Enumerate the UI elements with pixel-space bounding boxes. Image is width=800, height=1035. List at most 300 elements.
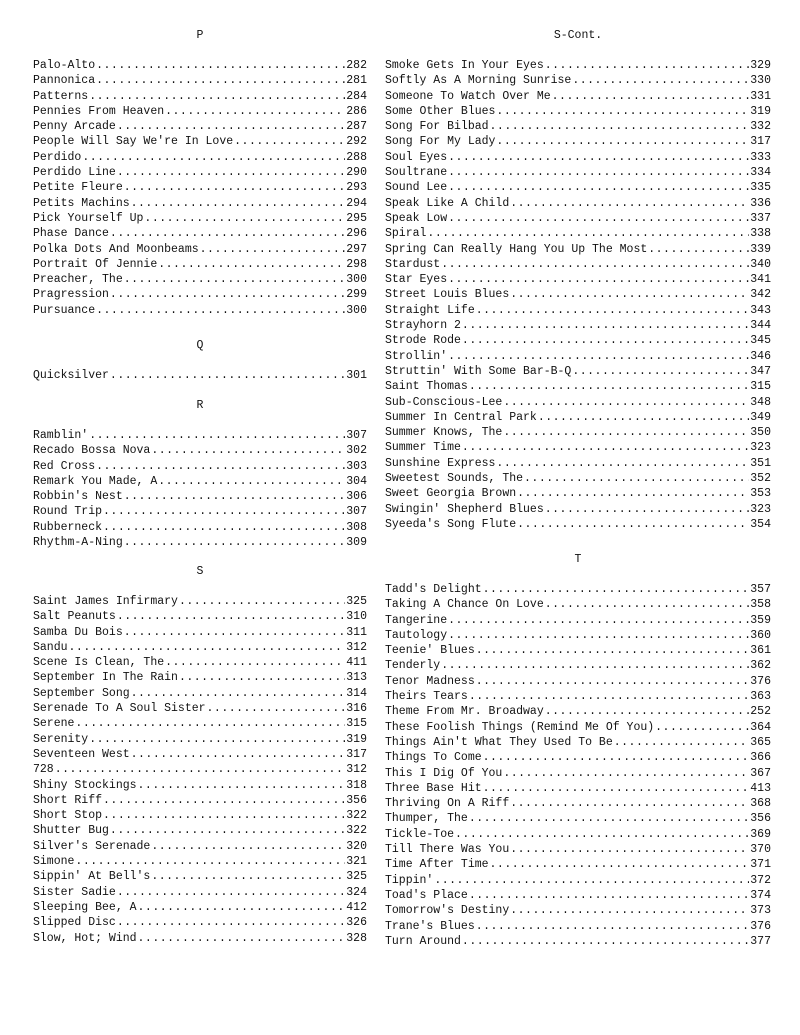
entry-title: Petits Machins bbox=[33, 196, 130, 210]
entry-title: Phase Dance bbox=[33, 227, 109, 241]
entry-title: Spring Can Really Hang You Up The Most bbox=[385, 242, 648, 256]
entry-title: Summer In Central Park bbox=[385, 410, 537, 424]
entry-title: Things To Come bbox=[385, 751, 482, 765]
page-number: 336 bbox=[750, 196, 771, 210]
dot-leader bbox=[483, 582, 750, 597]
dot-leader bbox=[75, 854, 345, 869]
entry-title: Silver's Serenade bbox=[33, 839, 151, 853]
index-entry bbox=[385, 643, 771, 658]
page-number: 311 bbox=[346, 625, 367, 639]
index-entry bbox=[385, 471, 771, 486]
index-entry bbox=[385, 379, 771, 394]
index-entry bbox=[385, 211, 771, 226]
index-entry bbox=[385, 857, 771, 872]
index-entry bbox=[33, 535, 367, 550]
dot-leader bbox=[179, 670, 345, 685]
page-number: 372 bbox=[750, 873, 771, 887]
dot-leader bbox=[103, 808, 345, 823]
dot-leader bbox=[524, 471, 749, 486]
entry-title: Penny Arcade bbox=[33, 120, 116, 134]
index-entry bbox=[33, 640, 367, 655]
entry-title: Softly As A Morning Sunrise bbox=[385, 74, 572, 88]
dot-leader bbox=[648, 242, 749, 257]
entry-title: Spiral bbox=[385, 227, 427, 241]
index-entry bbox=[385, 888, 771, 903]
section-spacer bbox=[33, 44, 367, 58]
page-number: 358 bbox=[750, 598, 771, 612]
dot-leader bbox=[469, 888, 749, 903]
index-entry bbox=[385, 364, 771, 379]
dot-leader bbox=[117, 915, 345, 930]
index-entry bbox=[385, 318, 771, 333]
dot-leader bbox=[124, 625, 346, 640]
index-entry bbox=[385, 58, 771, 73]
dot-leader bbox=[89, 428, 345, 443]
entry-title: Sub-Conscious-Lee bbox=[385, 395, 503, 409]
index-entry bbox=[385, 104, 771, 119]
dot-leader bbox=[448, 613, 749, 628]
dot-leader bbox=[207, 701, 346, 716]
dot-leader bbox=[117, 885, 345, 900]
index-entry bbox=[385, 720, 771, 735]
index-section bbox=[385, 551, 771, 949]
page-number: 299 bbox=[346, 288, 367, 302]
index-entry bbox=[385, 89, 771, 104]
index-entry bbox=[385, 287, 771, 302]
index-entry bbox=[33, 58, 367, 73]
index-entry bbox=[33, 73, 367, 88]
index-entry bbox=[385, 119, 771, 134]
entry-title: Serenity bbox=[33, 732, 89, 746]
entry-title: Time After Time bbox=[385, 858, 489, 872]
page-number: 331 bbox=[750, 89, 771, 103]
entry-title: Tickle-Toe bbox=[385, 827, 455, 841]
dot-leader bbox=[510, 796, 749, 811]
dot-leader bbox=[448, 165, 749, 180]
entry-title: Pick Yourself Up bbox=[33, 211, 144, 225]
index-entry bbox=[33, 762, 367, 777]
page-number: 339 bbox=[750, 242, 771, 256]
index-entry bbox=[33, 226, 367, 241]
dot-leader bbox=[427, 226, 749, 241]
page-number: 350 bbox=[750, 426, 771, 440]
dot-leader bbox=[110, 368, 345, 383]
entry-title: Someone To Watch Over Me bbox=[385, 89, 551, 103]
entry-title: Song For Bilbad bbox=[385, 120, 489, 134]
dot-leader bbox=[469, 811, 749, 826]
entry-title: Sound Lee bbox=[385, 181, 448, 195]
dot-leader bbox=[510, 842, 749, 857]
entry-title: Strollin' bbox=[385, 349, 448, 363]
dot-leader bbox=[462, 333, 749, 348]
dot-leader bbox=[117, 119, 345, 134]
entry-title: Soultrane bbox=[385, 166, 448, 180]
page-number: 302 bbox=[346, 444, 367, 458]
index-entry bbox=[385, 73, 771, 88]
page-number: 359 bbox=[750, 613, 771, 627]
index-entry bbox=[33, 504, 367, 519]
page-number: 369 bbox=[750, 827, 771, 841]
entry-title: Serenade To A Soul Sister bbox=[33, 702, 206, 716]
page-number: 329 bbox=[750, 59, 771, 72]
dot-leader bbox=[124, 489, 346, 504]
page-number: 319 bbox=[750, 104, 771, 118]
page-number: 370 bbox=[750, 843, 771, 857]
entry-title: Speak Low bbox=[385, 211, 448, 225]
entry-title: Simone bbox=[33, 855, 75, 869]
dot-leader bbox=[131, 686, 346, 701]
index-entry bbox=[33, 428, 367, 443]
page-number: 296 bbox=[346, 227, 367, 241]
dot-leader bbox=[89, 89, 345, 104]
dot-leader bbox=[545, 502, 750, 517]
entry-title: Some Other Blues bbox=[385, 104, 496, 118]
page-number: 344 bbox=[750, 319, 771, 333]
index-entry bbox=[385, 919, 771, 934]
index-entry bbox=[33, 287, 367, 302]
index-entry bbox=[385, 582, 771, 597]
entry-title: Scene Is Clean, The bbox=[33, 656, 165, 670]
dot-leader bbox=[503, 766, 749, 781]
page-number: 353 bbox=[750, 487, 771, 501]
dot-leader bbox=[490, 119, 750, 134]
page-number: 367 bbox=[750, 766, 771, 780]
section-spacer bbox=[33, 414, 367, 428]
entry-title: Star Eyes bbox=[385, 273, 448, 287]
page-number: 321 bbox=[346, 855, 367, 869]
dot-leader bbox=[545, 704, 750, 719]
page-number: 304 bbox=[346, 474, 367, 488]
page-number: 373 bbox=[750, 904, 771, 918]
index-entry bbox=[33, 732, 367, 747]
dot-leader bbox=[572, 364, 749, 379]
entry-title: Trane's Blues bbox=[385, 919, 475, 933]
dot-leader bbox=[158, 474, 345, 489]
entry-title: Swingin' Shepherd Blues bbox=[385, 502, 544, 516]
index-entry bbox=[33, 701, 367, 716]
section-heading: S bbox=[196, 565, 204, 578]
page-number: 376 bbox=[750, 919, 771, 933]
page-number: 284 bbox=[346, 89, 367, 103]
index-entry bbox=[33, 368, 367, 383]
entry-title: Polka Dots And Moonbeams bbox=[33, 242, 199, 256]
entry-title: Palo-Alto bbox=[33, 59, 96, 72]
entry-title: Sunshine Express bbox=[385, 456, 496, 470]
page-number: 252 bbox=[750, 705, 771, 719]
index-entry bbox=[385, 180, 771, 195]
entry-title: Rhythm-A-Ning bbox=[33, 536, 123, 550]
index-entry bbox=[33, 89, 367, 104]
page-number: 287 bbox=[346, 120, 367, 134]
dot-leader bbox=[110, 287, 345, 302]
page-number: 303 bbox=[346, 459, 367, 473]
index-entry bbox=[33, 180, 367, 195]
index-entry bbox=[33, 869, 367, 884]
section-heading: P bbox=[196, 29, 204, 42]
entry-title: Sweetest Sounds, The bbox=[385, 472, 524, 486]
index-entry bbox=[33, 885, 367, 900]
entry-title: Saint James Infirmary bbox=[33, 595, 178, 608]
page-number: 376 bbox=[750, 674, 771, 688]
entry-title: These Foolish Things (Remind Me Of You) bbox=[385, 720, 655, 734]
section-heading: Q bbox=[196, 339, 204, 352]
dot-leader bbox=[165, 104, 345, 119]
page-number: 293 bbox=[346, 181, 367, 195]
dot-leader bbox=[503, 425, 749, 440]
page-number: 346 bbox=[750, 349, 771, 363]
index-entry bbox=[385, 597, 771, 612]
entry-title: Toad's Place bbox=[385, 888, 468, 902]
dot-leader bbox=[476, 643, 750, 658]
entry-title: Tenderly bbox=[385, 659, 441, 673]
entry-title: Quicksilver bbox=[33, 369, 109, 382]
dot-leader bbox=[434, 873, 749, 888]
entry-title: Summer Knows, The bbox=[385, 426, 503, 440]
index-entry bbox=[385, 410, 771, 425]
page-number: 298 bbox=[346, 257, 367, 271]
dot-leader bbox=[103, 504, 345, 519]
index-entry bbox=[385, 781, 771, 796]
entry-title: Sandu bbox=[33, 640, 68, 654]
dot-leader bbox=[510, 287, 749, 302]
index-entry bbox=[385, 425, 771, 440]
index-entry bbox=[33, 489, 367, 504]
dot-leader bbox=[503, 395, 749, 410]
entry-title: Samba Du Bois bbox=[33, 625, 123, 639]
entry-title: Straight Life bbox=[385, 303, 475, 317]
index-entry bbox=[385, 873, 771, 888]
page-number: 352 bbox=[750, 472, 771, 486]
page-number: 354 bbox=[750, 517, 771, 531]
index-entry bbox=[33, 272, 367, 287]
entry-title: Slow, Hot; Wind bbox=[33, 931, 137, 945]
dot-leader bbox=[69, 640, 346, 655]
entry-title: Tenor Madness bbox=[385, 674, 475, 688]
index-entry bbox=[33, 165, 367, 180]
dot-leader bbox=[138, 900, 346, 915]
index-entry bbox=[33, 459, 367, 474]
dot-leader bbox=[138, 931, 346, 946]
page-number: 315 bbox=[750, 380, 771, 394]
dot-leader bbox=[469, 379, 749, 394]
dot-leader bbox=[96, 58, 345, 73]
dot-leader bbox=[110, 226, 345, 241]
page-number: 325 bbox=[346, 595, 367, 608]
index-entry bbox=[385, 502, 771, 517]
index-entry bbox=[385, 658, 771, 673]
index-entry bbox=[385, 196, 771, 211]
entry-title: Pursuance bbox=[33, 303, 96, 317]
entry-title: Soul Eyes bbox=[385, 150, 448, 164]
dot-leader bbox=[655, 720, 749, 735]
index-entry bbox=[385, 704, 771, 719]
index-section bbox=[385, 27, 771, 532]
page-number: 371 bbox=[750, 858, 771, 872]
index-entry bbox=[33, 150, 367, 165]
page-number: 365 bbox=[750, 735, 771, 749]
entry-title: September Song bbox=[33, 686, 130, 700]
page-number: 356 bbox=[346, 793, 367, 807]
index-entry bbox=[33, 257, 367, 272]
index-entry bbox=[385, 440, 771, 455]
page-number: 347 bbox=[750, 364, 771, 378]
page-number: 292 bbox=[346, 135, 367, 149]
entry-title: Tadd's Delight bbox=[385, 583, 482, 596]
dot-leader bbox=[476, 919, 750, 934]
dot-leader bbox=[483, 781, 750, 796]
page-number: 366 bbox=[750, 751, 771, 765]
entry-title: Portrait Of Jennie bbox=[33, 257, 158, 271]
dot-leader bbox=[476, 303, 750, 318]
index-entry bbox=[33, 242, 367, 257]
section-spacer bbox=[385, 44, 771, 58]
index-entry bbox=[33, 655, 367, 670]
dot-leader bbox=[179, 594, 345, 609]
page-number: 323 bbox=[750, 441, 771, 455]
index-entry bbox=[385, 628, 771, 643]
index-entry bbox=[33, 747, 367, 762]
dot-leader bbox=[441, 658, 749, 673]
dot-leader bbox=[55, 762, 346, 777]
dot-leader bbox=[82, 150, 345, 165]
entry-title: Shutter Bug bbox=[33, 824, 109, 838]
page-number: 310 bbox=[346, 610, 367, 624]
entry-title: Perdido Line bbox=[33, 166, 116, 180]
index-entry bbox=[33, 520, 367, 535]
dot-leader bbox=[538, 410, 749, 425]
index-entry bbox=[385, 689, 771, 704]
index-entry bbox=[385, 735, 771, 750]
dot-leader bbox=[200, 242, 346, 257]
index-entry bbox=[33, 931, 367, 946]
entry-title: Theirs Tears bbox=[385, 690, 468, 704]
page-number: 315 bbox=[346, 717, 367, 731]
page-number: 332 bbox=[750, 120, 771, 134]
entry-title: Red Cross bbox=[33, 459, 96, 473]
dot-leader bbox=[96, 303, 345, 318]
dot-leader bbox=[103, 520, 345, 535]
page-number: 313 bbox=[346, 671, 367, 685]
page-number: 325 bbox=[346, 870, 367, 884]
dot-leader bbox=[96, 73, 345, 88]
index-entry bbox=[385, 257, 771, 272]
page-number: 286 bbox=[346, 104, 367, 118]
index-entry bbox=[385, 796, 771, 811]
index-entry bbox=[33, 900, 367, 915]
dot-leader bbox=[496, 134, 749, 149]
index-entry bbox=[33, 823, 367, 838]
dot-leader bbox=[151, 839, 345, 854]
page-number: 322 bbox=[346, 809, 367, 823]
page-number: 294 bbox=[346, 196, 367, 210]
dot-leader bbox=[448, 211, 749, 226]
entry-title: Pannonica bbox=[33, 74, 96, 88]
page-number: 341 bbox=[750, 273, 771, 287]
page-number: 318 bbox=[346, 778, 367, 792]
index-entry bbox=[385, 934, 771, 949]
page-number: 337 bbox=[750, 211, 771, 225]
dot-leader bbox=[441, 257, 749, 272]
section-heading: S-Cont. bbox=[553, 29, 603, 42]
index-entry bbox=[33, 915, 367, 930]
index-entry bbox=[33, 716, 367, 731]
page-number: 320 bbox=[346, 839, 367, 853]
page-number: 306 bbox=[346, 490, 367, 504]
page-number: 362 bbox=[750, 659, 771, 673]
dot-leader bbox=[124, 272, 346, 287]
index-entry bbox=[33, 808, 367, 823]
entry-title: Ramblin' bbox=[33, 429, 89, 442]
entry-title: Recado Bossa Nova bbox=[33, 444, 151, 458]
page-number: 351 bbox=[750, 456, 771, 470]
index-entry bbox=[385, 242, 771, 257]
index-entry bbox=[33, 670, 367, 685]
entry-title: Theme From Mr. Broadway bbox=[385, 705, 544, 719]
page-number: 316 bbox=[346, 702, 367, 716]
dot-leader bbox=[545, 597, 750, 612]
dot-leader bbox=[462, 318, 749, 333]
dot-leader bbox=[462, 934, 749, 949]
page-number: 312 bbox=[346, 640, 367, 654]
page-number: 319 bbox=[346, 732, 367, 746]
page-number: 317 bbox=[750, 135, 771, 149]
page-number: 342 bbox=[750, 288, 771, 302]
index-entry bbox=[33, 839, 367, 854]
dot-leader bbox=[103, 793, 345, 808]
entry-title: Tippin' bbox=[385, 873, 434, 887]
index-entry bbox=[33, 119, 367, 134]
index-entry bbox=[385, 486, 771, 501]
page-number: 334 bbox=[750, 166, 771, 180]
dot-leader bbox=[455, 827, 749, 842]
index-entry bbox=[385, 842, 771, 857]
dot-leader bbox=[448, 180, 749, 195]
page-number: 322 bbox=[346, 824, 367, 838]
dot-leader bbox=[158, 257, 345, 272]
page-number: 312 bbox=[346, 763, 367, 777]
entry-title: Sister Sadie bbox=[33, 885, 116, 899]
page-number: 413 bbox=[750, 781, 771, 795]
entry-title: This I Dig Of You bbox=[385, 766, 503, 780]
entry-title: Strayhorn 2 bbox=[385, 319, 461, 333]
dot-leader bbox=[490, 857, 750, 872]
page-number: 412 bbox=[346, 900, 367, 914]
index-entry bbox=[33, 778, 367, 793]
index-entry bbox=[33, 474, 367, 489]
entry-title: Tautology bbox=[385, 628, 448, 642]
index-entry bbox=[385, 766, 771, 781]
entry-title: Shiny Stockings bbox=[33, 778, 137, 792]
page-number: 324 bbox=[346, 885, 367, 899]
dot-leader bbox=[124, 535, 346, 550]
index-entry bbox=[385, 150, 771, 165]
page-number: 281 bbox=[346, 74, 367, 88]
dot-leader bbox=[75, 716, 345, 731]
dot-leader bbox=[496, 104, 749, 119]
page-number: 360 bbox=[750, 628, 771, 642]
page-number: 323 bbox=[750, 502, 771, 516]
dot-leader bbox=[131, 196, 346, 211]
entry-title: Sippin' At Bell's bbox=[33, 870, 151, 884]
section-spacer bbox=[385, 568, 771, 582]
page-number: 307 bbox=[346, 505, 367, 519]
index-entry bbox=[33, 793, 367, 808]
dot-leader bbox=[510, 903, 749, 918]
entry-title: Short Stop bbox=[33, 809, 103, 823]
page-number: 363 bbox=[750, 690, 771, 704]
dot-leader bbox=[517, 517, 749, 532]
page-number: 357 bbox=[750, 583, 771, 596]
